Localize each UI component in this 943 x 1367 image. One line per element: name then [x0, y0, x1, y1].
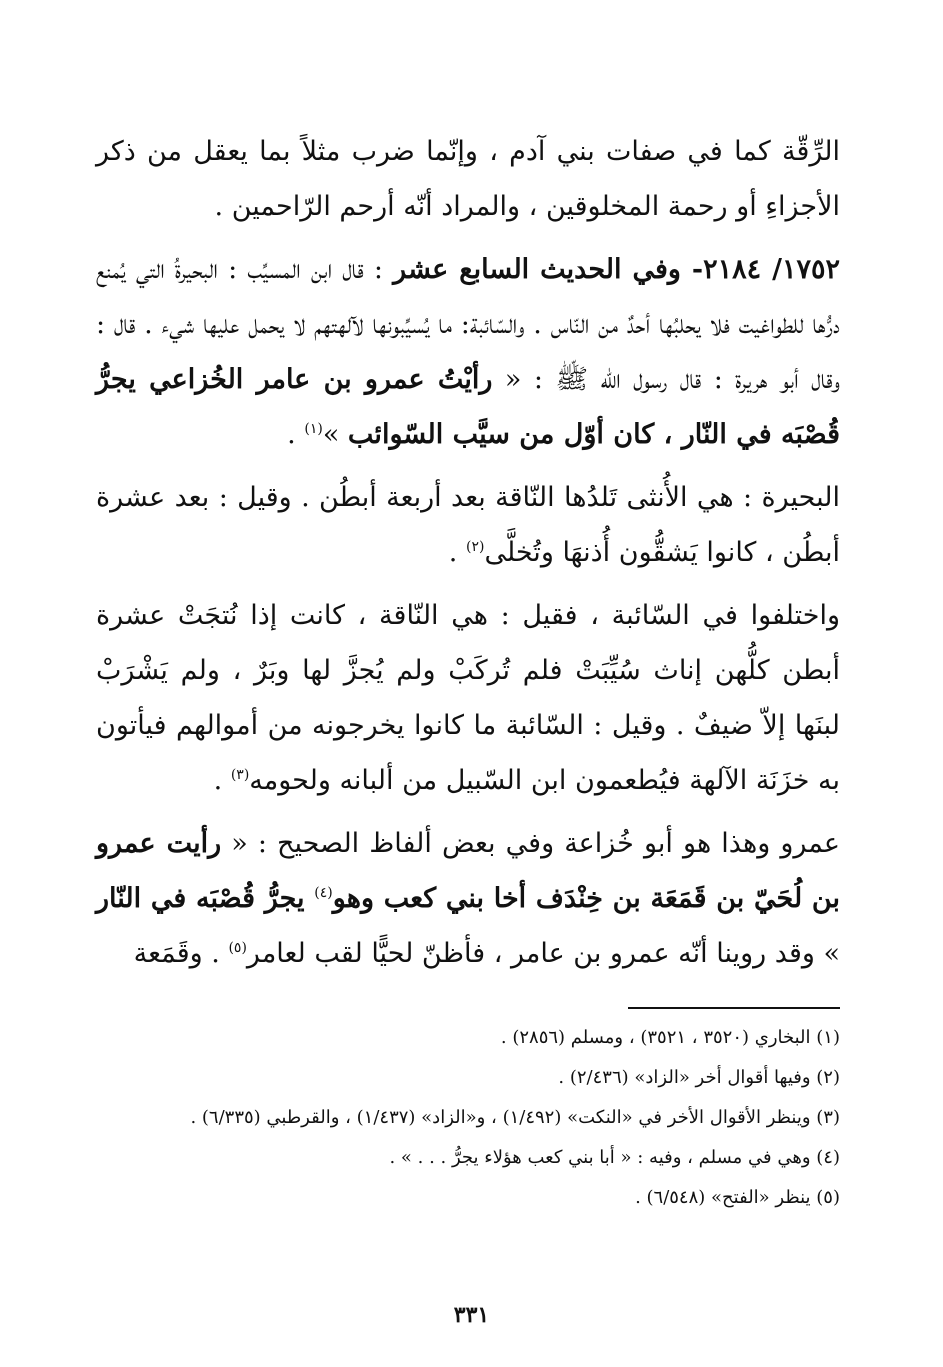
text-run: » — [322, 419, 348, 450]
footnote-marker: (٥) — [228, 940, 247, 956]
footnotes — [96, 1023, 840, 1213]
footnote: (٤) وهي في مسلم ، وفيه : « أبا بني كعب هؤلاء يجرُّ . . . » . — [389, 1147, 840, 1168]
text-run: » وقد روينا أنّه عمرو بن عامر ، فأظنّ لحيًّا لقب لعامر — [246, 938, 840, 969]
text-run: الرِّقّة كما في صفات بني آدم ، وإنّما ضرب مثلاً بما يعقل من ذكر الأجزاءِ أو رحمة المخلوقين ، والمراد أنّه أرحم الرّاحمين . — [96, 136, 840, 222]
text-run: . وقَمَعة — [133, 938, 229, 969]
text-run: واختلفوا في السّائبة ، فقيل : هي النّاقة ، كانت إذا نُتجَتْ عشرة أبطن كلُّهن إناث سُيِّبَتْ فلم تُركَبْ ولم يُجزَّ لها وبَرٌ ، ولم يَشْرَبْ لبنَها إلاّ ضيفٌ . وقيل : السّائبة ما كانوا يخرجونه من أموالهم فيأتون به خزَنَة الآلهة فيُطعمون ابن السّبيل من ألبانه ولحومه — [96, 600, 840, 796]
footnote: (١) البخاري (٣٥٢٠ ، ٣٥٢١) ، ومسلم (٢٨٥٦) . — [500, 1027, 840, 1048]
footnote-separator — [628, 1007, 840, 1009]
page-number: ٣٣١ — [453, 1302, 490, 1328]
text-run: : قال ابن المسيِّب : البحيرةُ التي يُمنع درُّها للطواغيت فلا يحلبُها أحدٌ من النّاس . والسّائبة: ما يُسيِّبونها لآلهتهم لا يحمل عليها شيء . قال : وقال أبو هريرة : قال رسول الله ﷺ : « — [96, 254, 840, 395]
text-run: عمرو وهذا هو أبو خُزاعة وفي بعض ألفاظ الصحيح : « — [221, 828, 840, 859]
footnote-marker: (٢) — [465, 539, 485, 555]
bold-text: ١٧٥٢/ ٢١٨٤- وفي الحديث السابع عشر — [393, 254, 840, 285]
text-run: البحيرة : هي الأُنثى تَلدُها النّاقة بعد أربعة أبطُن . وقيل : بعد عشرة أبطُن ، كانوا يَشقُّون أُذنهَا وتُخلَّى — [96, 482, 840, 568]
paragraph — [96, 588, 840, 808]
footnote: (٢) وفيها أقوال أخر «الزاد» (٢/٤٣٦) . — [558, 1067, 840, 1088]
footnote-marker: (٣) — [230, 767, 250, 783]
bold-text: يجرُّ قُصْبَه في النّار — [96, 883, 315, 914]
paragraph — [96, 816, 840, 981]
footnote-marker: (٤) — [314, 885, 333, 901]
paragraph — [96, 470, 840, 580]
footnote: (٣) وينظر الأقوال الأخر في «النكت» (١/٤٩٢) ، و«الزاد» (١/٤٣٧) ، والقرطبي (٦/٣٣٥) . — [190, 1107, 840, 1128]
text-run: . — [213, 765, 231, 796]
footnote: (٥) ينظر «الفتح» (٦/٥٤٨) . — [635, 1187, 840, 1208]
paragraph — [96, 242, 840, 462]
body-text — [96, 124, 840, 981]
bold-text: رأيت عمرو بن لُحَيّ بن قَمَعَة بن خِنْدَف أخا بني كعب وهو — [96, 828, 840, 914]
text-run: . — [287, 419, 305, 450]
footnote-marker: (١) — [304, 421, 323, 437]
paragraph — [96, 124, 840, 234]
bold-text: رأيْتُ عمرو بن عامر الخُزاعي يجرُّ قُصْبَه في النّار ، كان أوّل من سيَّب السّوائب — [96, 364, 840, 450]
text-run: . — [448, 537, 466, 568]
